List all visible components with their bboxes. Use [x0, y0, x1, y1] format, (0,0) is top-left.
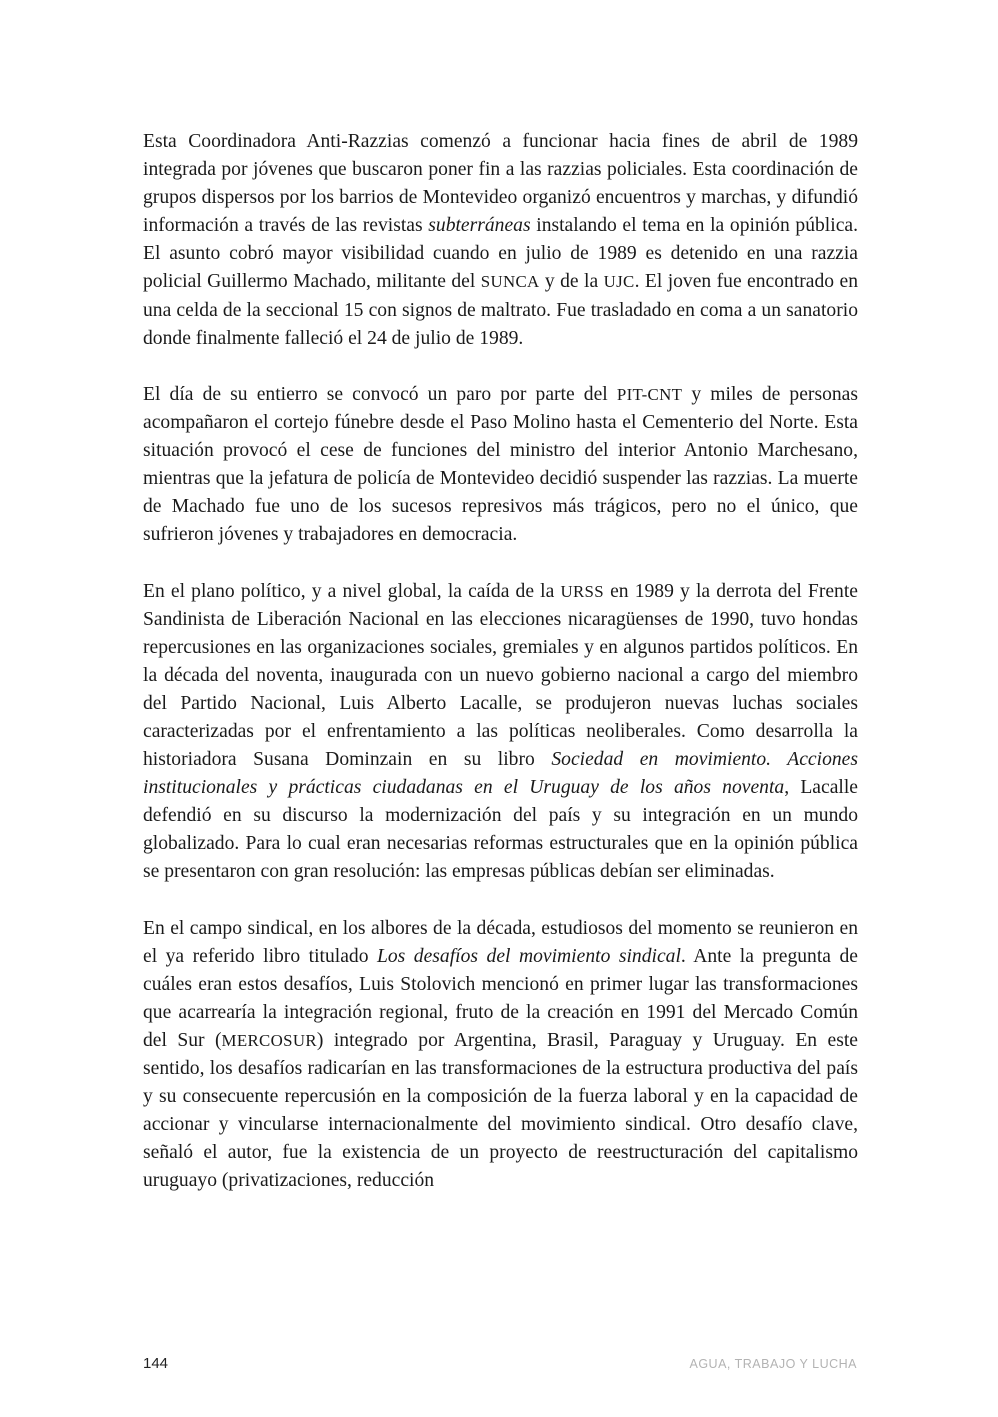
text-run: ) integrado por Argentina, Brasil, Paraguay y Uruguay. En este sentido, los desafíos radicarían en las transformaciones de la estructura productiva del país y su consecuente repercusión en la composición de la fuerza laboral y en la capacidad de accionar y vincularse internacionalmente del movimiento sindical. Otro desafío clave, señaló el autor, fue la existencia de un proyecto de reestructuración del capitalismo uruguayo (privatizaciones, reducción	[143, 1030, 858, 1192]
body-text	[143, 128, 858, 1196]
acronym: PIT-CNT	[616, 384, 683, 404]
text-run: y de la	[539, 271, 604, 293]
acronym: UJC	[603, 272, 635, 292]
running-head: AGUA, TRABAJO Y LUCHA	[689, 1357, 857, 1371]
text-run: en 1989 y la derrota del Frente Sandinista de Liberación Nacional en las elecciones nicaragüenses de 1990, tuvo hondas repercusiones en las organizaciones sociales, gremiales y en algunos partidos políticos. En la década del noventa, inaugurada con un nuevo gobierno nacional a cargo del miembro del Partido Nacional, Luis Alberto Lacalle, se produjeron nuevas luchas sociales caracterizadas por el enfrentamiento a las políticas neoliberales. Como desarrolla la historiadora Susana Dominzain en su libro	[143, 580, 858, 771]
paragraph	[143, 578, 858, 887]
text-run: y miles de personas acompañaron el cortejo fúnebre desde el Paso Molino hasta el Cementerio del Norte. Esta situación provocó el cese de funciones del ministro del interior Antonio Marchesano, mientras que la jefatura de policía de Montevideo decidió suspender las razzias. La muerte de Machado fue uno de los sucesos represivos más trágicos, pero no el único, que sufrieron jóvenes y trabajadores en democracia.	[143, 383, 858, 546]
text-run: Esta Coordinadora Anti-Razzias comenzó a funcionar hacia fines de abril de 1989 integrada por jóvenes que buscaron poner fin a las razzias policiales. Esta coordinación de grupos dispersos por los barrios de Montevideo organizó encuentros y marchas, y difundió información a través de las revistas	[143, 131, 858, 237]
acronym: SUNCA	[480, 272, 540, 292]
text-run: . El joven fue encontrado en una celda de la seccional 15 con signos de maltrato. Fue trasladado en coma a un sanatorio donde finalmente falleció el 24 de julio de 1989.	[143, 271, 859, 349]
italic-text: Los desafíos del movimiento sindical	[376, 945, 681, 967]
italic-text: Sociedad en movimiento. Acciones institucionales y prácticas ciudadanas en el Uruguay de los años noventa	[143, 749, 858, 799]
text-run: , Lacalle defendió en su discurso la modernización del país y su integración en un mundo globalizado. Para lo cual eran necesarias reformas estructurales que en la opinión pública se presentaron con gran resolución: las empresas públicas debían ser eliminadas.	[143, 777, 858, 883]
text-run: El día de su entierro se convocó un paro por parte del	[143, 383, 617, 405]
text-run: . Ante la pregunta de cuáles eran estos desafíos, Luis Stolovich mencionó en primer lugar las transformaciones que acarrearía la integración regional, fruto de la creación en 1991 del Mercado Común del Sur (	[143, 945, 858, 1051]
page-number: 144	[143, 1355, 169, 1372]
acronym: MERCOSUR	[221, 1031, 317, 1050]
text-run: En el campo sindical, en los albores de la década, estudiosos del momento se reunieron en el ya referido libro titulado	[143, 917, 858, 967]
text-run: En el plano político, y a nivel global, la caída de la	[143, 580, 561, 602]
paragraph	[143, 128, 858, 353]
italic-text: subterráneas	[428, 215, 531, 237]
paragraph	[143, 915, 858, 1196]
acronym: URSS	[560, 581, 604, 601]
text-run: instalando el tema en la opinión pública. El asunto cobró mayor visibilidad cuando en julio de 1989 es detenido en una razzia policial Guillermo Machado, militante del	[143, 215, 858, 293]
paragraph	[143, 381, 858, 550]
